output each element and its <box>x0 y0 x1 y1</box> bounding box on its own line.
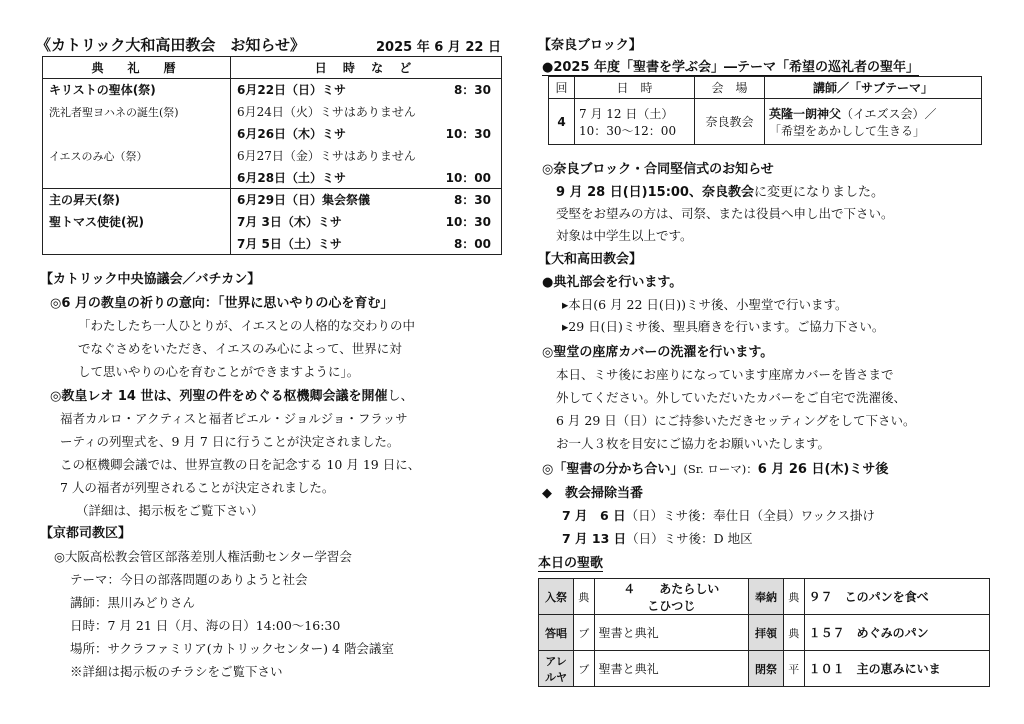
liturgy-datetime <box>231 189 502 211</box>
liturgy-row <box>43 79 502 101</box>
cleaning-duty-detail: （日）ミサ後：D 地区 <box>626 531 753 546</box>
session-col-venue: 会 場 <box>695 77 765 99</box>
liturgy-col-feast: 典 礼 暦 <box>43 57 231 79</box>
liturgy-datetime <box>231 233 502 255</box>
liturgy-time <box>491 103 495 120</box>
hymn-title: １０１ 主の恵みにいま <box>804 651 989 687</box>
bible-share-leader: (Sr. ローマ)： <box>683 462 758 476</box>
confirmation-date-line <box>556 181 884 200</box>
liturgy-time: 8：30 <box>453 193 491 208</box>
liturgy-datetime-line <box>237 191 495 208</box>
hymn-source: 典 <box>784 579 805 615</box>
liturgy-datetime-line <box>237 235 495 252</box>
liturgy-feast: 洗礼者聖ヨハネの誕生(祭) <box>43 101 231 123</box>
liturgy-col-datetime: 日 時 な ど <box>231 57 502 79</box>
liturgy-time: 10：30 <box>445 215 491 229</box>
hymn-row <box>539 651 990 687</box>
right-column <box>538 0 990 724</box>
liturgy-datetime <box>231 101 502 123</box>
liturgy-schedule-table <box>42 56 502 255</box>
hymn-row <box>539 579 990 615</box>
liturgy-date: 7月 5日（土）ミサ <box>237 236 342 251</box>
liturgy-date: 6月26日（木）ミサ <box>237 127 347 141</box>
hymn-title: 聖書と典礼 <box>594 651 748 687</box>
hymn-category: 奉納 <box>749 579 784 615</box>
session-no: 4 <box>549 99 575 145</box>
seat-cover-line: お一人３枚を目安にご協力をお願いいたします。 <box>556 436 831 451</box>
hymn-category: 入祭 <box>539 579 574 615</box>
session-col-datetime: 日 時 <box>575 77 695 99</box>
prayer-intention-line: でなぐさめをいただき、イエスのみ心によって、世界に対 <box>78 341 402 356</box>
prayer-intention-line: して思いやりの心を育むことができますように」。 <box>78 364 360 379</box>
liturgy-header-row <box>43 57 502 79</box>
consistory-title <box>50 385 414 404</box>
kyoto-detail-line: 場所：サクラファミリア(カトリックセンター) 4 階会議室 <box>70 641 394 656</box>
liturgy-feast: イエスのみ心（祭） <box>43 145 231 167</box>
prayer-intention-title: ◎6 月の教皇の祈りの意向：「世界に思いやりの心を育む」 <box>50 296 394 311</box>
liturgy-row <box>43 123 502 145</box>
liturgy-time: 8：30 <box>453 83 491 98</box>
cleaning-duty-row <box>562 529 753 547</box>
rite-meeting-line: ▸本日(6 月 22 日(日))ミサ後、小聖堂で行います。 <box>562 297 848 312</box>
liturgy-datetime-line <box>237 81 495 98</box>
liturgy-date: 7月 3日（木）ミサ <box>237 215 342 229</box>
session-lecturer-org: （イエズス会）／ <box>841 106 937 121</box>
hymn-category: アレルヤ <box>539 651 574 687</box>
rite-meeting-title: ●典礼部会を行います。 <box>542 275 683 290</box>
bible-study-session-table <box>548 76 982 145</box>
cleaning-duty-title: ◆ 教会掃除当番 <box>542 486 643 501</box>
hymn-category: 答唱 <box>539 615 574 651</box>
yamato-heading: 【大和高田教会】 <box>538 252 643 267</box>
liturgy-feast <box>43 167 231 189</box>
liturgy-time <box>491 147 495 164</box>
liturgy-datetime-line <box>237 125 495 142</box>
session-lecturer: 英隆一朗神父 <box>769 106 842 121</box>
cleaning-duty-detail: （日）ミサ後：奉仕日（全員）ワックス掛け <box>625 508 875 523</box>
session-col-no: 回 <box>549 77 575 99</box>
page-date: 2025 年 6 月 22 日 <box>376 40 501 55</box>
liturgy-datetime <box>231 211 502 233</box>
confirmation-title: ◎奈良ブロック・合同堅信式のお知らせ <box>542 162 774 177</box>
session-header-row <box>549 77 982 99</box>
confirmation-date: 9 月 28 日(日)15:00、奈良教会 <box>556 185 754 200</box>
seat-cover-title: ◎聖堂の座席カバーの洗濯を行います。 <box>542 345 774 360</box>
hymn-title: 聖書と典礼 <box>594 615 748 651</box>
kyoto-event-title: ◎大阪高松教会管区部落差別人権活動センター学習会 <box>54 549 352 564</box>
liturgy-row <box>43 101 502 123</box>
consistory-line: 7 人の福者が列聖されることが決定されました。 <box>60 480 335 495</box>
seat-cover-line: 6 月 29 日（日）にご持参いただきセッティングをして下さい。 <box>556 413 916 428</box>
liturgy-row <box>43 145 502 167</box>
bible-study-title: ●2025 年度「聖書を学ぶ会」―テーマ「希望の巡礼者の聖年」 <box>542 56 919 76</box>
rite-meeting-line: ▸29 日(日)ミサ後、聖具磨きを行います。ご協力下さい。 <box>562 319 885 334</box>
bible-share-title: 「聖書の分かち合い」 <box>553 462 684 477</box>
liturgy-feast: 主の昇天(祭) <box>43 189 231 211</box>
liturgy-row <box>43 211 502 233</box>
session-time: 10：30〜12：00 <box>579 123 677 138</box>
nara-block-heading: 【奈良ブロック】 <box>538 38 642 53</box>
page-title: 《カトリック大和高田教会 お知らせ》 <box>36 36 305 54</box>
consistory-title-tail: し、 <box>387 389 414 404</box>
liturgy-feast <box>43 233 231 255</box>
session-datetime <box>575 99 695 145</box>
hymn-category: 閉祭 <box>749 651 784 687</box>
kyoto-detail-line: 日時：7 月 21 日（月、海の日）14:00〜16:30 <box>70 618 341 633</box>
bible-share-mark: ◎ <box>542 462 554 477</box>
liturgy-time: 10：30 <box>445 127 491 141</box>
cleaning-duty-date: 7 月 6 日 <box>562 508 626 523</box>
liturgy-row <box>43 189 502 211</box>
session-col-lecturer: 講師／「サブテーマ」 <box>765 77 982 99</box>
liturgy-datetime <box>231 167 502 189</box>
liturgy-feast <box>43 123 231 145</box>
hymn-category: 拝領 <box>749 615 784 651</box>
hymn-source: 典 <box>574 579 595 615</box>
liturgy-datetime <box>231 145 502 167</box>
liturgy-datetime-line <box>237 103 495 120</box>
consistory-title-bold: ◎教皇レオ 14 世は、列聖の件をめぐる枢機卿会議を開催 <box>50 389 388 404</box>
liturgy-feast: キリストの聖体(祭) <box>43 79 231 101</box>
liturgy-datetime-line <box>237 147 495 164</box>
liturgy-row <box>43 167 502 189</box>
liturgy-date: 6月29日（日）集会祭儀 <box>237 193 371 208</box>
prayer-intention-line: 「わたしたち一人ひとりが、イエスとの人格的な交わりの中 <box>78 318 416 333</box>
kyoto-detail-line: 講師：黒川みどりさん <box>70 595 196 610</box>
liturgy-datetime <box>231 79 502 101</box>
liturgy-date: 6月24日（火）ミサはありません <box>237 105 416 119</box>
kyoto-heading: 【京都司教区】 <box>40 526 132 541</box>
liturgy-date: 6月27日（金）ミサはありません <box>237 149 416 163</box>
liturgy-datetime-line <box>237 169 495 186</box>
liturgy-time: 10：00 <box>445 170 491 185</box>
consistory-line: この枢機卿会議では、世界宣教の日を記念する 10 月 19 日に、 <box>60 457 421 472</box>
liturgy-date: 6月28日（土）ミサ <box>237 170 347 185</box>
hymns-table <box>538 578 990 687</box>
liturgy-row <box>43 233 502 255</box>
left-column <box>36 0 506 724</box>
session-subtheme: 「希望をあかしして生きる」 <box>769 123 926 138</box>
session-lecturer-cell <box>765 99 982 145</box>
kyoto-detail-line: ※詳細は掲示板のチラシをご覧下さい <box>70 664 283 679</box>
liturgy-feast: 聖トマス使徒(祝) <box>43 211 231 233</box>
session-venue: 奈良教会 <box>695 99 765 145</box>
cleaning-duty-row <box>562 506 875 524</box>
hymn-title: ４ あたらしい こひつじ <box>594 579 748 615</box>
kyoto-detail-line: テーマ：今日の部落問題のありようと社会 <box>70 572 308 587</box>
bible-share-date: 6 月 26 日(木)ミサ後 <box>757 462 889 477</box>
consistory-line: （詳細は、掲示板をご覧下さい） <box>76 503 264 518</box>
hymn-row <box>539 615 990 651</box>
hymn-source: 平 <box>784 651 805 687</box>
seat-cover-line: 本日、ミサ後にお座りになっています座席カバーを皆さまで <box>556 367 894 382</box>
consistory-line: 福者カルロ・アクティスと福者ピエル・ジョルジョ・フラッサ <box>60 411 408 426</box>
session-row <box>549 99 982 145</box>
bible-share-line <box>542 458 888 477</box>
liturgy-time: 8：00 <box>453 236 491 251</box>
hymn-source: ブ <box>574 651 595 687</box>
liturgy-datetime-line <box>237 213 495 230</box>
confirmation-date-tail: に変更になりました。 <box>753 185 884 200</box>
hymn-title: ９７ このパンを食べ <box>804 579 989 615</box>
central-heading: 【カトリック中央協議会／バチカン】 <box>40 272 261 287</box>
confirmation-line: 受堅をお望みの方は、司祭、または役員へ申し出で下さい。 <box>556 206 894 221</box>
hymn-source: ブ <box>574 615 595 651</box>
hymn-title: １５７ めぐみのパン <box>804 615 989 651</box>
cleaning-duty-date: 7 月 13 日 <box>562 531 627 546</box>
session-date: 7 月 12 日（土） <box>579 106 674 121</box>
hymns-heading: 本日の聖歌 <box>538 552 603 572</box>
liturgy-datetime <box>231 123 502 145</box>
liturgy-date: 6月22日（日）ミサ <box>237 83 347 98</box>
confirmation-line: 対象は中学生以上です。 <box>556 228 693 243</box>
consistory-line: ーティの列聖式を、9 月 7 日に行うことが決定されました。 <box>60 434 400 449</box>
hymn-source: 典 <box>784 615 805 651</box>
seat-cover-line: 外してください。外していただいたカバーをご自宅で洗濯後、 <box>556 390 907 405</box>
